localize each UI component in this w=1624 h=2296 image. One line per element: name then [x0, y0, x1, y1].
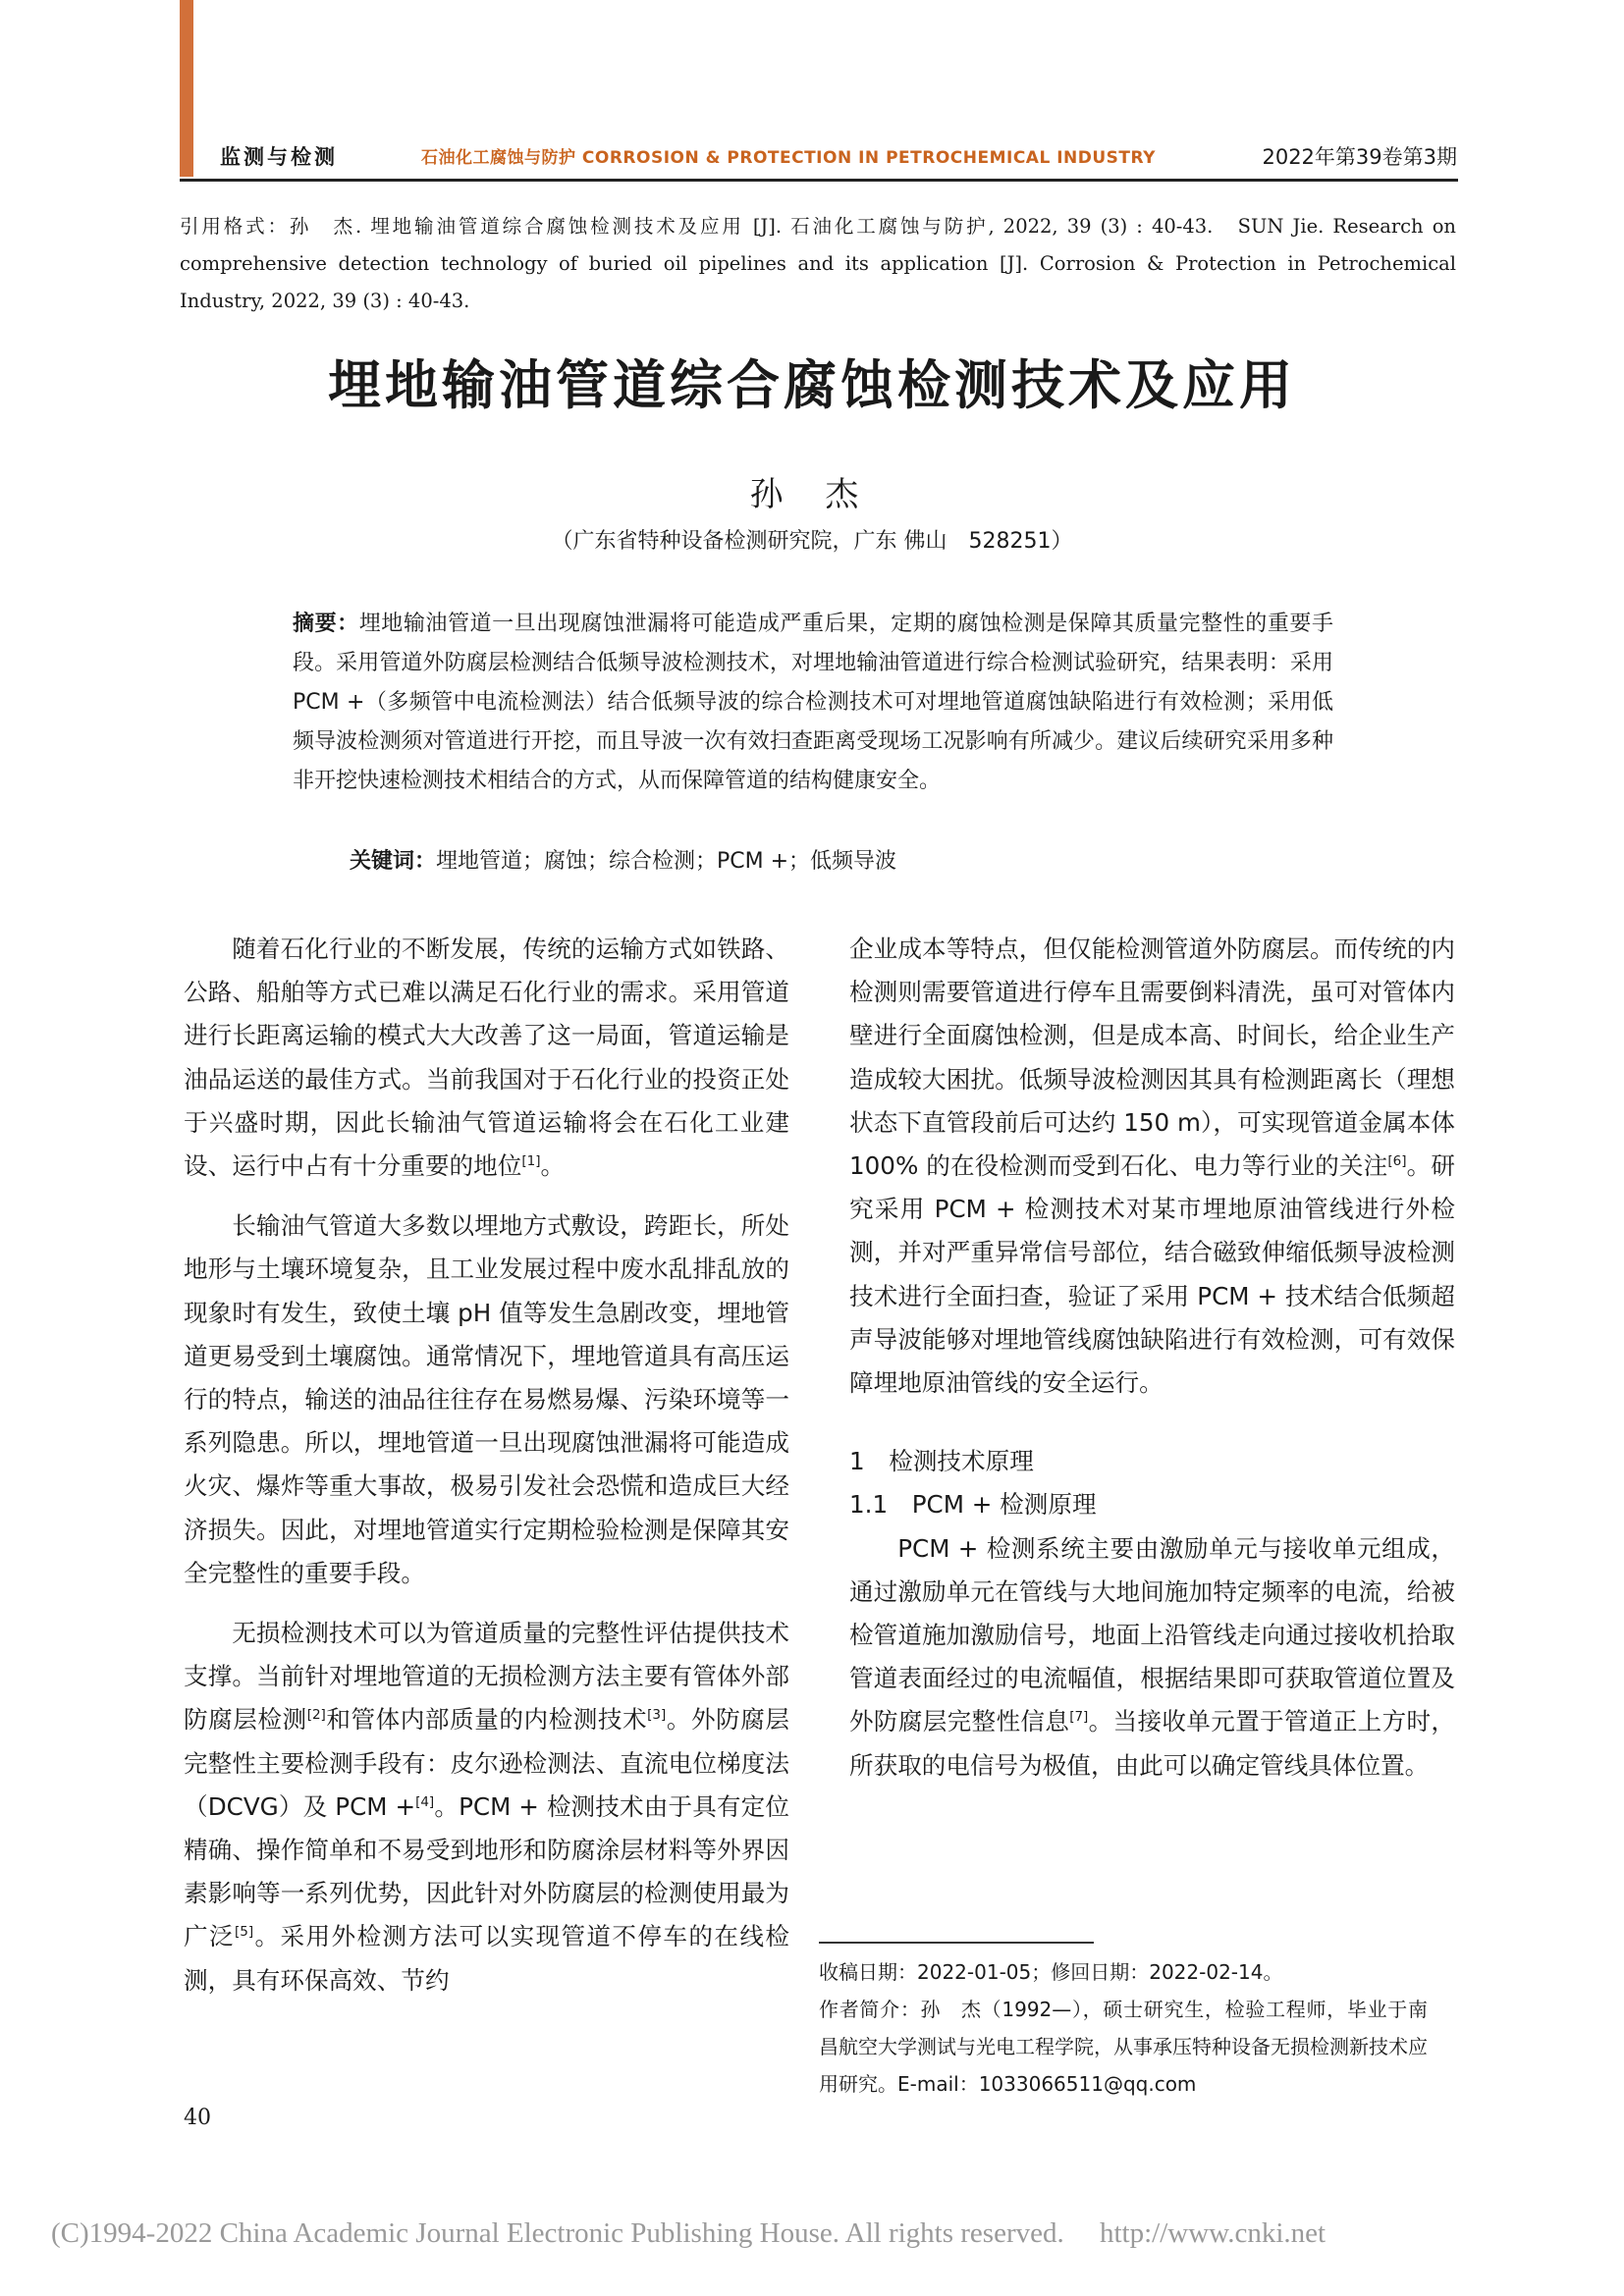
section-heading: 1 检测技术原理: [849, 1447, 1034, 1476]
author: 孙 杰: [749, 475, 875, 514]
citation-ref: [7]: [1069, 1709, 1089, 1726]
article-title: 埋地输油管道综合腐蚀检测技术及应用: [328, 354, 1296, 416]
keywords-label: 关键词：: [350, 849, 437, 874]
abstract-text: 埋地输油管道一旦出现腐蚀泄漏将可能造成严重后果，定期的腐蚀检测是保障其质量完整性的重要手段。采用管道外防腐层检测结合低频导波检测技术，对埋地输油管道进行综合检测试验研究，结果表明：采用 PCM +（多频管中电流检测法）结合低频导波的综合检测技术可对埋地管道腐蚀缺陷进行有效检测；采用低频导波检测须对管道进行开挖，而且导波一次有效扫查距离受现场工况影响有所减少。建议后续研究采用多种非开挖快速检测技术相结合的方式，从而保障管道的结构健康安全。: [293, 612, 1333, 793]
citation-ref: [5]: [234, 1924, 254, 1941]
text: 。当接收单元置于管道正上方时，所获取的电信号为极值，由此可以确定管线具体位置。: [849, 1707, 1455, 1780]
footnotes: [819, 1953, 1428, 2103]
text: 。研究采用 PCM + 检测技术对某市埋地原油管线进行外检测，并对严重异常信号部位，结合磁致伸缩低频导波检测技术进行全面扫查，验证了采用 PCM + 技术结合低频超声导波能够对埋地管线腐蚀缺陷进行有效检测，可有效保障埋地原油管线的安全运行。: [849, 1151, 1455, 1398]
running-header: [220, 141, 1457, 177]
keywords-text: 埋地管道；腐蚀；综合检测；PCM +；低频导波: [436, 849, 897, 874]
paragraph: [849, 928, 1455, 1405]
citation-ref: [4]: [415, 1793, 435, 1810]
text: 。PCM + 检测技术由于具有定位精确、操作简单和不易受到地形和防腐涂层材料等外界因素影响等一系列优势，因此针对外防腐层的检测使用最为广泛: [184, 1791, 789, 1951]
paragraph: [184, 928, 789, 1188]
subsection-heading: 1.1 PCM + 检测原理: [849, 1490, 1097, 1520]
text: 。: [540, 1151, 566, 1181]
citation: 引用格式：孙 杰. 埋地输油管道综合腐蚀检测技术及应用 [J]. 石油化工腐蚀与防护, 2022, 39 (3) : 40-43. SUN Jie. Research on comprehensive detection technology of buried oil pipelines and its application [J]. Corrosion & Protection in Petrochemical Industry, 2022, 39 (3) : 40-43.: [180, 215, 1456, 312]
author-bio: 作者简介：孙 杰（1992—），硕士研究生，检验工程师，毕业于南昌航空大学测试与光电工程学院，从事承压特种设备无损检测新技术应用研究。E-mail：1033066511@qq.com: [819, 1998, 1428, 2096]
citation-ref: [3]: [647, 1707, 667, 1724]
body-column-left: [184, 928, 789, 2002]
keywords: [350, 842, 1331, 881]
abstract: [293, 605, 1333, 801]
abstract-label: 摘要：: [293, 612, 359, 636]
orange-accent-bar: [180, 0, 193, 177]
header-section: 监测与检测: [220, 145, 338, 169]
copyright-watermark: (C)1994-2022 China Academic Journal Electronic Publishing House. All rights reserved. http://www.cnki.net: [51, 2217, 1326, 2249]
text: PCM + 检测系统主要由激励单元与接收单元组成，通过激励单元在管线与大地间施加特定频率的电流，给被检管道施加激励信号，地面上沿管线走向通过接收机拾取管道表面经过的电流幅值，根据结果即可获取管道位置及外防腐层完整性信息: [849, 1533, 1455, 1736]
body-column-right: [849, 928, 1455, 1788]
citation-ref: [2]: [306, 1707, 326, 1724]
header-rule: [180, 179, 1458, 182]
affiliation: （广东省特种设备检测研究院，广东 佛山 528251）: [551, 529, 1073, 554]
footnote-rule: [819, 1942, 1094, 1944]
paragraph: [184, 1612, 789, 2002]
header-issue: 2022年第39卷第3期: [1262, 145, 1457, 169]
citation-ref: [1]: [521, 1152, 541, 1169]
text: 和管体内部质量的内检测技术: [325, 1705, 648, 1735]
paragraph: 长输油气管道大多数以埋地方式敷设，跨距长，所处地形与土壤环境复杂，且工业发展过程中废水乱排乱放的现象时有发生，致使土壤 pH 值等发生急剧改变，埋地管道更易受到土壤腐蚀。通常情况下，埋地管道具有高压运行的特点，输送的油品往往存在易燃易爆、污染环境等一系列隐患。所以，埋地管道一旦出现腐蚀泄漏将可能造成火灾、爆炸等重大事故，极易引发社会恐慌和造成巨大经济损失。因此，对埋地管道实行定期检验检测是保障其安全完整性的重要手段。: [184, 1211, 789, 1587]
paragraph: [849, 1527, 1455, 1788]
text: 无损检测技术可以为管道质量的完整性评估提供技术支撑。当前针对埋地管道的无损检测方法主要有管体外部防腐层检测: [184, 1619, 789, 1735]
text: 。外防腐层完整性主要检测手段有：皮尔逊检测法、直流电位梯度法（DCVG）及 PCM +: [184, 1705, 789, 1821]
citation-ref: [6]: [1387, 1152, 1407, 1169]
received-dates: 收稿日期：2022-01-05；修回日期：2022-02-14。: [819, 1960, 1283, 1984]
header-journal: 石油化工腐蚀与防护 CORROSION & PROTECTION IN PETROCHEMICAL INDUSTRY: [421, 148, 1156, 168]
page-number: 40: [184, 2106, 211, 2130]
text: 随着石化行业的不断发展，传统的运输方式如铁路、公路、船舶等方式已难以满足石化行业的需求。采用管道进行长距离运输的模式大大改善了这一局面，管道运输是油品运送的最佳方式。当前我国对于石化行业的投资正处于兴盛时期，因此长输油气管道运输将会在石化工业建设、运行中占有十分重要的地位: [184, 934, 789, 1181]
text: 企业成本等特点，但仅能检测管道外防腐层。而传统的内检测则需要管道进行停车且需要倒料清洗，虽可对管体内壁进行全面腐蚀检测，但是成本高、时间长，给企业生产造成较大困扰。低频导波检测因其具有检测距离长（理想状态下直管段前后可达约 150 m），可实现管道金属本体 100% 的在役检测而受到石化、电力等行业的关注: [849, 934, 1455, 1181]
text: 。采用外检测方法可以实现管道不停车的在线检测，具有环保高效、节约: [184, 1922, 789, 1995]
